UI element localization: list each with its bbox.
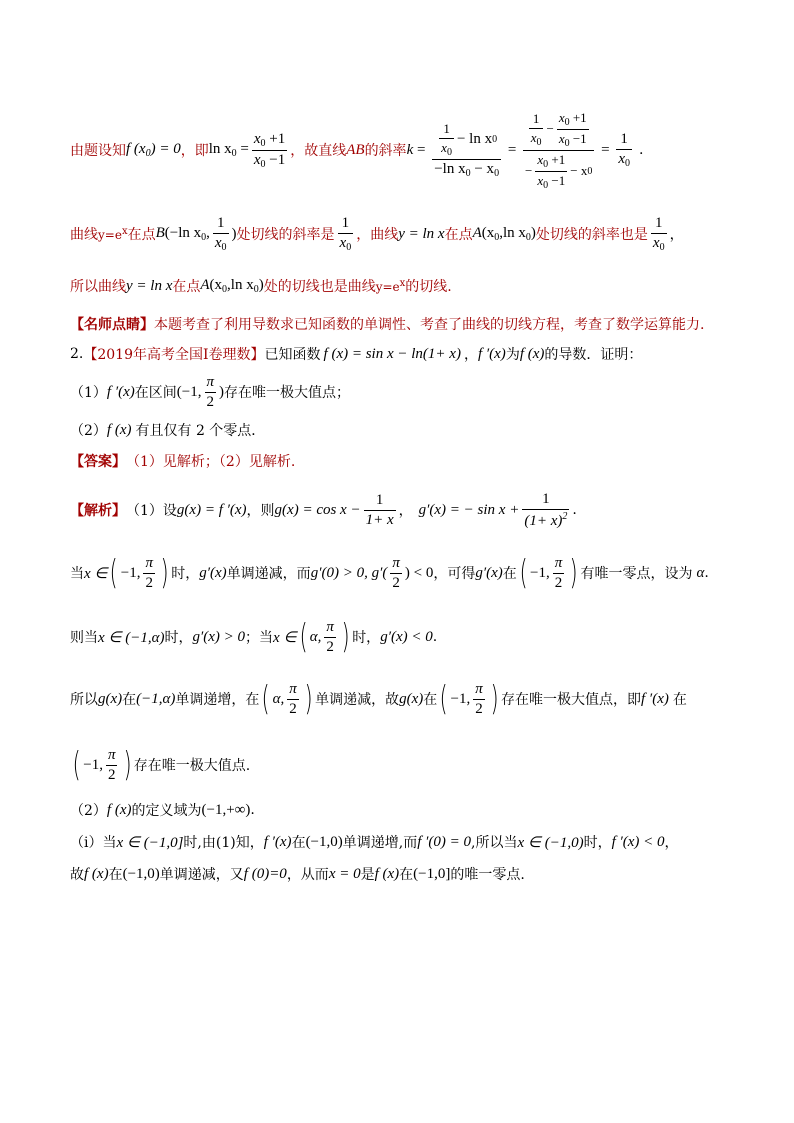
text: 的唯一零点. — [450, 867, 525, 883]
text: ，故直线 — [290, 143, 347, 159]
text: 是 — [360, 867, 375, 883]
math-interval: (−1,0) — [305, 833, 343, 850]
math-gpx: g′(x) — [475, 564, 503, 581]
text: 由题设知 — [70, 143, 126, 159]
math-fx: f (x) — [374, 865, 400, 882]
fraction: $\frac{1}{(1+ x)^2}$ — [524, 490, 568, 529]
text: 在点 — [444, 227, 473, 243]
analysis-step-4 — [70, 676, 687, 722]
text: 在 — [291, 835, 306, 851]
text: ，则 — [246, 503, 275, 519]
analysis-step-5 — [70, 742, 250, 788]
text: 当 — [70, 566, 84, 582]
math-interval: (−1,0) — [122, 865, 160, 882]
text: 在点 — [127, 227, 156, 243]
text: 所以 — [70, 692, 98, 708]
curve-ex: $y=e^x$ — [98, 226, 128, 242]
math-k: k — [406, 141, 414, 158]
math-xin: x ∈ — [273, 629, 297, 646]
text: ，曲线 — [356, 227, 399, 243]
text: . — [572, 502, 577, 518]
math-fplt: f ′(x) < 0 — [611, 833, 665, 850]
text: 故 — [70, 867, 84, 883]
text: . — [250, 802, 255, 818]
problem-number: 2. — [70, 346, 84, 362]
text: 有唯一零点，设为 — [580, 566, 693, 582]
math-point-a: $A(x_0,\ln$ $x_0$) — [200, 277, 264, 295]
text: 时， — [164, 630, 193, 646]
analysis-label: 【解析】 — [70, 503, 126, 519]
text: ，即 — [180, 143, 209, 159]
text: . — [432, 629, 438, 645]
text: 在 — [122, 692, 137, 708]
comment-label: 【名师点睛】 — [70, 317, 154, 333]
text: （1）设 — [126, 503, 177, 519]
math-xin: x ∈ (−1,0] — [116, 834, 184, 851]
analysis-step-8 — [70, 862, 525, 886]
text: 所以曲线 — [70, 279, 126, 295]
math-fpx: f ′(x) — [263, 833, 292, 850]
math-ylnx: y = ln x — [398, 225, 445, 242]
math-fx: f (x) — [519, 345, 545, 362]
text: . — [638, 142, 644, 158]
fraction: 1 $x_0$ — [339, 215, 352, 253]
interval-open: ( α, π 2 ) — [299, 617, 350, 657]
text: ，从而 — [286, 867, 329, 883]
interval-open: ( α, π 2 ) — [262, 679, 313, 719]
teacher-comment — [70, 313, 704, 335]
fraction-pi-2: π 2 — [206, 373, 215, 410]
text: 的切线. — [405, 279, 452, 295]
answer — [70, 450, 295, 472]
text: 曲线 — [70, 227, 98, 243]
analysis-step-3 — [70, 614, 437, 660]
math-gpgt: g′(x) > 0 — [192, 628, 246, 645]
math-alpha: α — [696, 564, 705, 581]
math-gprime: g′(x) = − sin x + — [418, 501, 520, 518]
interval-open: ( −1, π 2 ) — [72, 745, 132, 785]
line-tangent-slope — [70, 212, 684, 256]
text: （1） — [70, 385, 107, 401]
text: ，可得 — [433, 566, 476, 582]
math-fx0: f $(x_0) = 0$ — [126, 141, 181, 159]
text: 单调递减，而 — [226, 566, 311, 582]
problem-2-statement — [70, 342, 642, 366]
math-xin: x ∈ (−1,0) — [517, 834, 584, 851]
text: ；当 — [245, 630, 274, 646]
fraction: $\frac{1}{x_0}$ — [618, 131, 630, 169]
text: 处切线的斜率是 — [236, 227, 335, 243]
text: 处切线的斜率也是 — [535, 227, 648, 243]
text: 时， — [352, 630, 381, 646]
text: 的斜率 — [364, 143, 407, 159]
fraction: 1 $x_0$ — [214, 215, 227, 253]
text: ) < 0 — [404, 564, 434, 581]
text: 有且仅有 2 个零点． — [135, 423, 266, 439]
line-slope-ab: 由题设知 f $(x_0) = 0$ ，即 $\ln x_0$ = $\frac{x_0 +1}{x_0 -1}$ ，故直线 AB 的斜率 k = 1 $x_0$ − ln x 0 −ln $x_0 - x_0$ = 1 $x_0$ − $\frac{x_0 +1}{x_0 -1}$ − $\frac{x_0 +1}{x_0 -1}$ − x 0 = $\frac{1}{x_0}$ . — [70, 109, 644, 191]
text: (−1, — [176, 383, 202, 400]
math-ylnx: y = ln x — [126, 277, 173, 294]
math-gx: g(x) = cos x − — [274, 501, 361, 518]
text: 在区间 — [134, 385, 177, 401]
math-interval: (−1,α) — [136, 690, 176, 707]
curve-ex: $y=e^x$ — [375, 278, 406, 294]
text: 则当 — [70, 630, 98, 646]
comment-text: 本题考查了利用导数求已知函数的单调性、考查了曲线的切线方程，考查了数学运算能力. — [154, 317, 705, 333]
math-gplt: g′(x) < 0 — [380, 628, 433, 645]
text: （i）当 — [70, 835, 117, 851]
text: 在 — [672, 692, 687, 708]
math-fdef: f (x) = sin x − ln(1+ x) — [323, 345, 461, 362]
text: 在 — [108, 867, 123, 883]
text: 已知函数 — [264, 347, 321, 363]
math-gpx: g′(x) — [199, 564, 227, 581]
fraction: 1 $x_0$ — [652, 215, 665, 253]
problem-source: 【2019年高考全国Ⅰ卷理数】 — [83, 347, 265, 363]
text: . — [704, 565, 709, 581]
problem-2-part2 — [70, 418, 265, 442]
text: 时， — [583, 835, 612, 851]
math-fx: f (x) — [106, 801, 132, 818]
problem-2-part1 — [70, 372, 350, 412]
text: 时， — [171, 566, 200, 582]
analysis-step-1 — [70, 488, 577, 532]
math-interval: (−1,0] — [413, 865, 451, 882]
line-conclusion — [70, 274, 452, 298]
math-lnx0: $\ln x_0$ = — [208, 141, 249, 159]
text: 在 — [423, 692, 438, 708]
fraction-pi-2: π 2 — [392, 554, 400, 591]
text: 在点 — [172, 279, 201, 295]
math-xin: x ∈ (−1,α) — [98, 629, 165, 646]
text: 在 — [399, 867, 414, 883]
math-gdef: g(x) = f ′(x) — [176, 501, 247, 518]
text: 处的切线也是曲线 — [263, 279, 376, 295]
math-gx: g(x) — [399, 690, 424, 707]
text: （2） — [70, 803, 107, 819]
text: ， — [664, 835, 679, 851]
math-point-b: B(−ln $x_0$, — [155, 225, 210, 243]
text: 存在唯一极大值点； — [224, 385, 351, 401]
interval-open: ( −1, π 2 ) — [110, 553, 169, 593]
text: 为 — [505, 347, 520, 363]
text: ， — [463, 347, 478, 363]
math-fpx: f ′(x) — [641, 690, 669, 707]
fraction: $\frac{1}{1+ x}$ — [365, 491, 394, 528]
interval-open: ( −1, π 2 ) — [439, 679, 499, 719]
math-point-a: $A(x_0,\ln$ $x_0$) — [472, 225, 536, 243]
text: 存在唯一极大值点，即 — [501, 692, 641, 708]
math-x0: x = 0 — [328, 865, 361, 882]
text: 单调递增，在 — [175, 692, 260, 708]
text: 存在唯一极大值点. — [133, 758, 251, 774]
analysis-step-7 — [70, 830, 679, 854]
text: 单调递减，又 — [159, 867, 244, 883]
math-fx: f (x) — [84, 865, 109, 882]
text: AB — [346, 141, 365, 158]
fraction: 1 $x_0$ − $\frac{x_0 +1}{x_0 -1}$ − $\frac{x_0 +1}{x_0 -1}$ − x 0 — [525, 109, 593, 191]
text: ) — [231, 225, 237, 242]
math-gp0: g′(0) > 0, g′( — [310, 564, 388, 581]
math-fpx: f ′(x) — [106, 383, 135, 400]
math-gx: g(x) — [98, 690, 123, 707]
interval-open: ( −1, π 2 ) — [519, 553, 578, 593]
text: ， — [398, 503, 413, 519]
text: ,所以当 — [471, 835, 518, 851]
math-f0: f (0)=0 — [243, 865, 287, 882]
math-fx: f (x) — [106, 421, 132, 438]
fraction: $\frac{x_0 +1}{x_0 -1}$ — [253, 130, 286, 170]
text: 时,由(1)知， — [183, 835, 264, 851]
math-fp0: f ′(0) = 0 — [417, 833, 472, 850]
text: （2） — [70, 423, 107, 439]
analysis-step-6 — [70, 798, 255, 822]
analysis-step-2 — [70, 550, 709, 596]
text: 的定义域为 — [131, 803, 202, 819]
text: ) — [219, 383, 225, 400]
answer-text: （1）见解析；（2）见解析. — [126, 454, 296, 470]
answer-label: 【答案】 — [70, 454, 126, 470]
text: 在 — [502, 566, 517, 582]
math-xin: x ∈ — [84, 565, 108, 582]
text: ， — [669, 227, 684, 243]
text: 单调递减，故 — [315, 692, 400, 708]
text: 的导数．证明： — [544, 347, 643, 363]
math-fpx: f ′(x) — [477, 345, 506, 362]
text: 单调递增,而 — [342, 835, 418, 851]
fraction: 1 $x_0$ − ln x 0 −ln $x_0 - x_0$ — [434, 121, 500, 179]
math-domain: (−1,+∞) — [201, 801, 251, 818]
